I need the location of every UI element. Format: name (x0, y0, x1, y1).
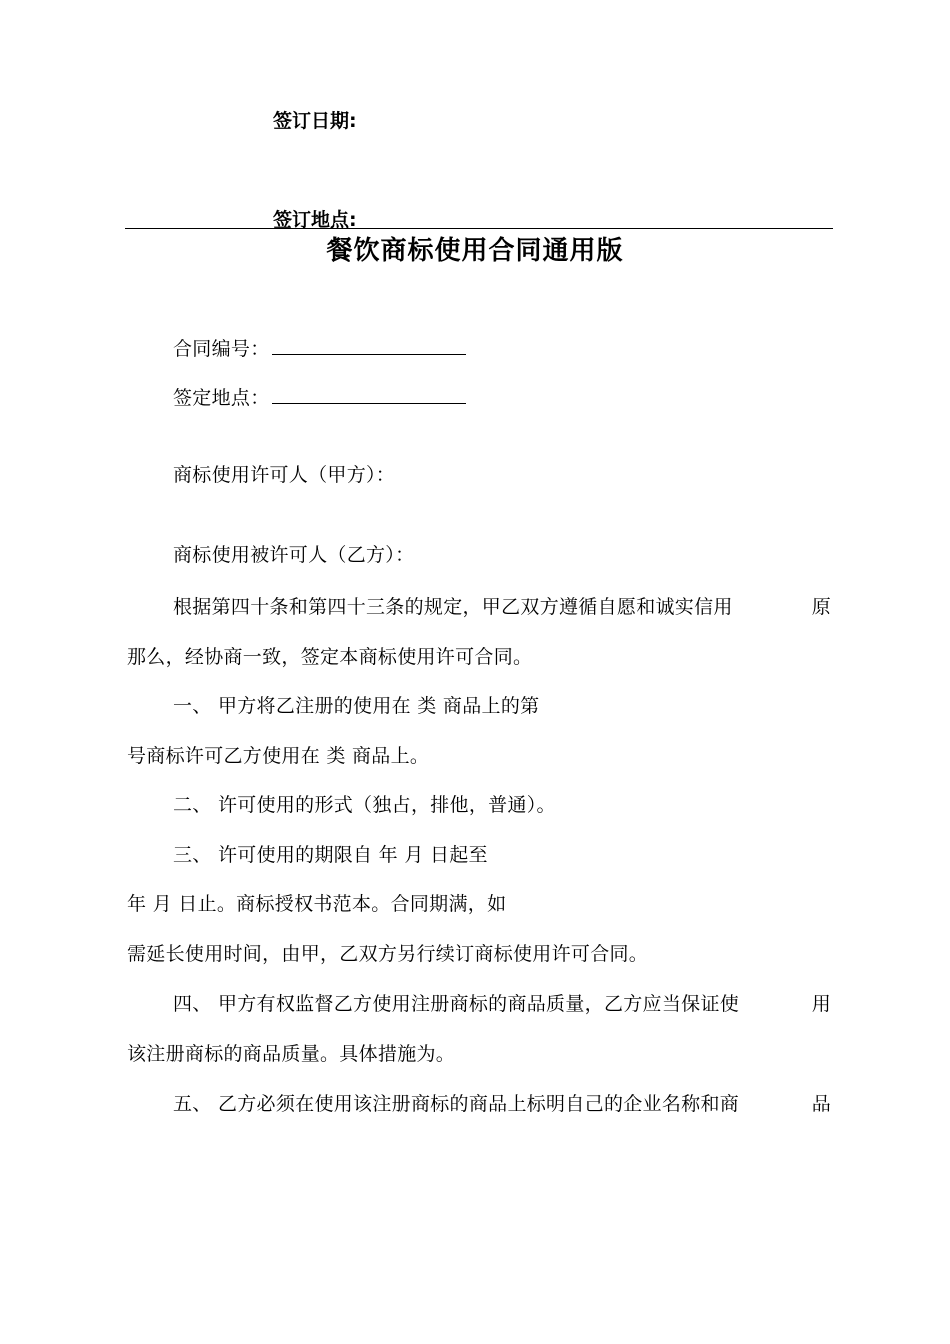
clause-3-line3: 需延长使用时间，由甲，乙双方另行续订商标使用许可合同。 (127, 943, 649, 965)
clause-3-line1: 三、 许可使用的期限自 年 月 日起至 (173, 844, 488, 866)
clause-5-line1 (173, 1089, 831, 1116)
sign-place-label: 签订地点: (273, 209, 357, 231)
clause-4-line1 (173, 989, 831, 1016)
intro-text-a: 根据第四十条和第四十三条的规定，甲乙双方遵循自愿和诚实信用 (173, 596, 733, 618)
contract-number-label: 合同编号： (173, 338, 270, 360)
clause-3-line2: 年 月 日止。商标授权书范本。合同期满，如 (127, 893, 507, 915)
intro-text-b: 原 (811, 596, 831, 618)
clause-4-text-b: 用 (811, 993, 831, 1015)
sign-location-line (173, 383, 466, 410)
clause-4-text-a: 四、 甲方有权监督乙方使用注册商标的商品质量，乙方应当保证使 (173, 993, 740, 1015)
intro-paragraph-line1 (173, 592, 831, 619)
clause-1-line2: 号商标许可乙方使用在 类 商品上。 (127, 745, 430, 767)
clause-5-text-a: 五、 乙方必须在使用该注册商标的商品上标明自己的企业名称和商 (173, 1093, 740, 1115)
header-rule (125, 228, 833, 229)
clause-5-text-b: 品 (811, 1093, 831, 1115)
contract-number-blank (272, 340, 466, 355)
clause-1-line1: 一、 甲方将乙注册的使用在 类 商品上的第 (173, 695, 540, 717)
clause-2: 二、 许可使用的形式（独占，排他，普通）。 (173, 794, 556, 816)
sign-date-label: 签订日期: (273, 110, 357, 132)
licensee-line: 商标使用被许可人（乙方）： (173, 544, 415, 566)
clause-4-line2: 该注册商标的商品质量。具体措施为。 (127, 1043, 456, 1065)
intro-paragraph-line2: 那么，经协商一致，签定本商标使用许可合同。 (127, 646, 533, 668)
document-title: 餐饮商标使用合同通用版 (326, 236, 624, 266)
sign-location-label: 签定地点： (173, 387, 270, 409)
contract-number-line (173, 334, 466, 361)
sign-location-blank (272, 389, 466, 404)
licensor-line: 商标使用许可人（甲方）： (173, 464, 396, 486)
